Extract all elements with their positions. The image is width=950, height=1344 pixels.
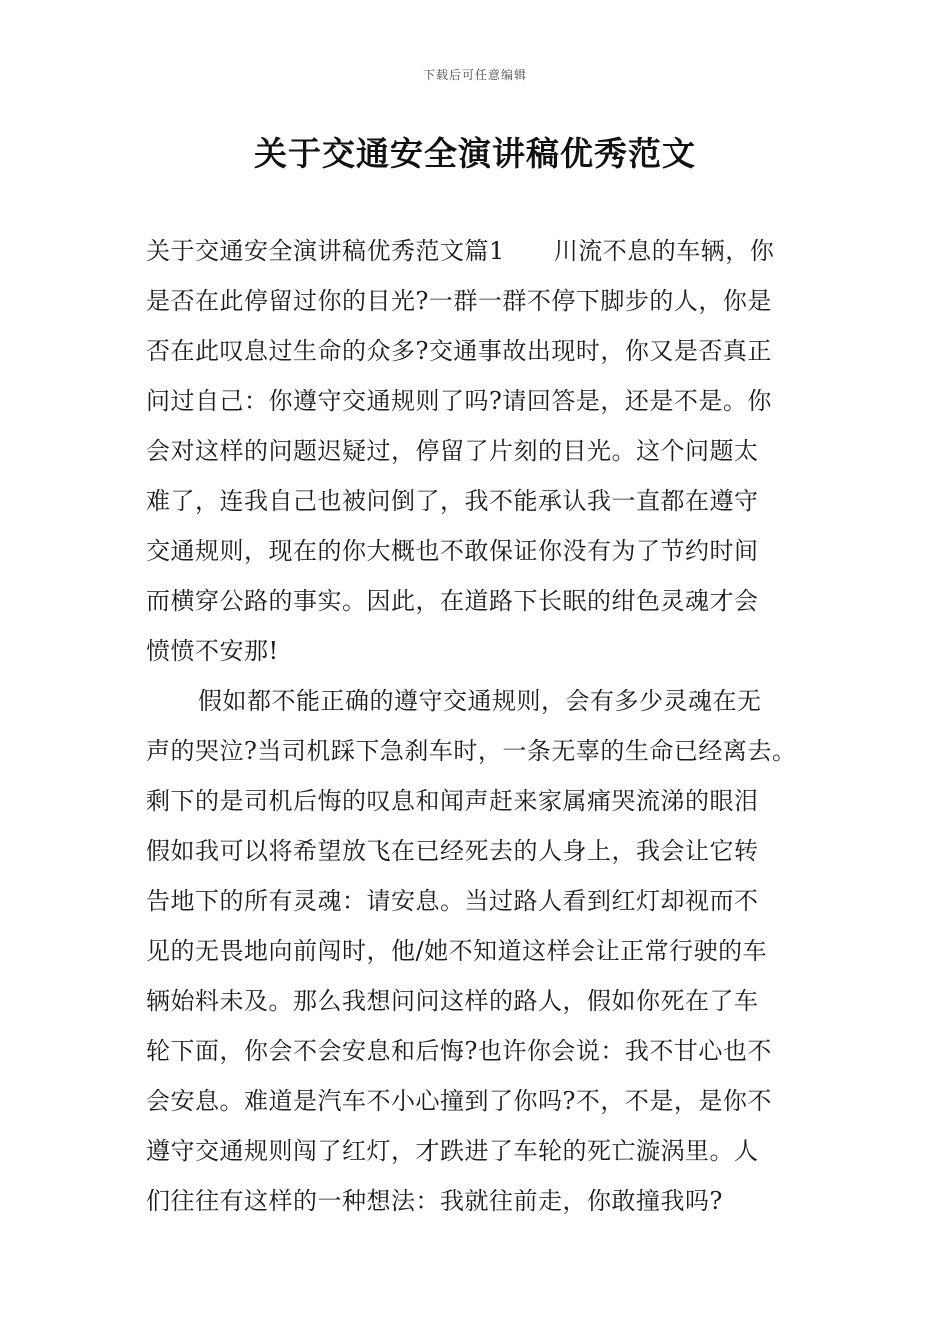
text-line: 告地下的所有灵魂：请安息。当过路人看到红灯却视而不 — [146, 887, 759, 915]
text-line: 遵守交通规则闯了红灯，才跌进了车轮的死亡漩涡里。人 — [146, 1137, 759, 1165]
text-line: 轮下面，你会不会安息和后悔?也许你会说：我不甘心也不 — [146, 1037, 772, 1065]
text-line: 假如我可以将希望放飞在已经死去的人身上，我会让它转 — [146, 837, 759, 865]
text-line: 声的哭泣?当司机踩下急刹车时，一条无辜的生命已经离去。 — [146, 737, 797, 765]
text-line: 会对这样的问题迟疑过，停留了片刻的目光。这个问题太 — [146, 437, 759, 465]
text-line: 关于交通安全演讲稿优秀范文篇1 川流不息的车辆，你 — [146, 237, 775, 265]
text-line: 们往往有这样的一种想法：我就往前走，你敢撞我吗? — [146, 1187, 723, 1215]
text-line: 难了，连我自己也被问倒了，我不能承认我一直都在遵守 — [146, 487, 759, 515]
text-line: 是否在此停留过你的目光?一群一群不停下脚步的人，你是 — [146, 287, 772, 315]
text-line: 见的无畏地向前闯时，他/她不知道这样会让正常行驶的车 — [146, 937, 768, 965]
text-line: 剩下的是司机后悔的叹息和闻声赶来家属痛哭流涕的眼泪 — [146, 787, 759, 815]
text-line: 愤愤不安那! — [146, 637, 279, 665]
text-line: 交通规则，现在的你大概也不敢保证你没有为了节约时间 — [146, 537, 759, 565]
header-note: 下载后可任意编辑 — [422, 68, 527, 82]
text-line: 而横穿公路的事实。因此，在道路下长眠的绀色灵魂才会 — [146, 587, 759, 615]
document-title: 关于交通安全演讲稿优秀范文 — [254, 134, 696, 173]
text-line: 否在此叹息过生命的众多?交通事故出现时，你又是否真正 — [146, 337, 772, 365]
text-line-indented: 假如都不能正确的遵守交通规则，会有多少灵魂在无 — [198, 687, 762, 715]
text-line: 辆始料未及。那么我想问问这样的路人，假如你死在了车 — [146, 987, 759, 1015]
document-body — [146, 226, 822, 1226]
text-line: 会安息。难道是汽车不小心撞到了你吗?不，不是，是你不 — [146, 1087, 772, 1115]
text-line: 问过自己：你遵守交通规则了吗?请回答是，还是不是。你 — [146, 387, 772, 415]
